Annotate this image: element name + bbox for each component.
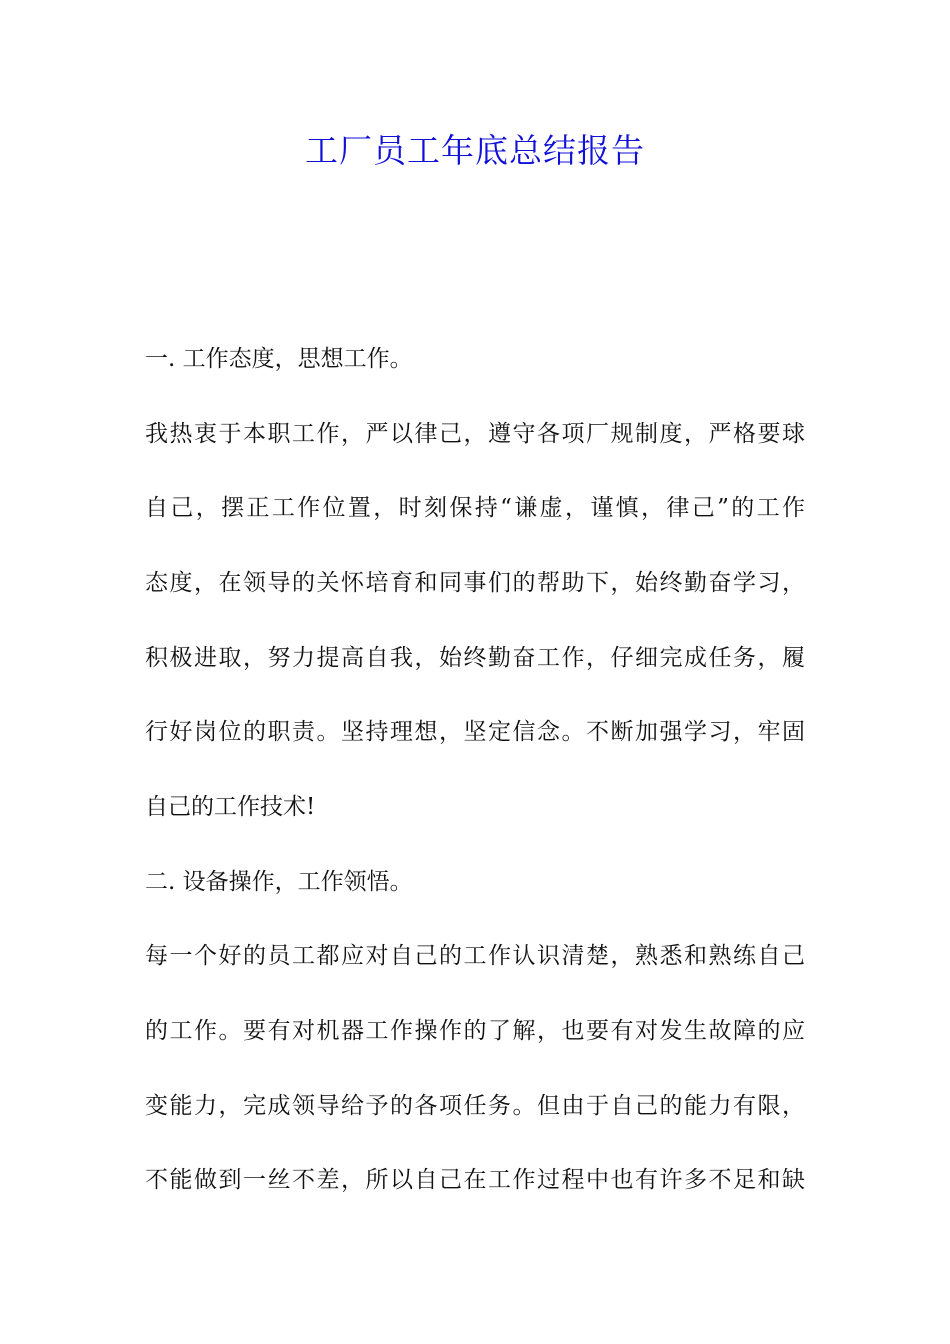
document-title: 工厂员工年底总结报告: [305, 131, 645, 170]
paragraph-line: 我热衷于本职工作，严以律己，遵守各项厂规制度，严格要球: [145, 421, 805, 447]
paragraph-line: 变能力，完成领导给予的各项任务。但由于自己的能力有限，: [145, 1093, 805, 1119]
paragraph-line: 自己的工作技术!: [145, 794, 316, 820]
paragraph-line: 态度，在领导的关怀培育和同事们的帮助下，始终勤奋学习，: [145, 570, 805, 596]
paragraph-line: 的工作。要有对机器工作操作的了解，也要有对发生故障的应: [145, 1018, 805, 1044]
section-heading-1: 一. 工作态度，思想工作。: [145, 346, 413, 372]
paragraph-line: 不能做到一丝不差，所以自己在工作过程中也有许多不足和缺: [145, 1167, 805, 1193]
paragraph-line: 每一个好的员工都应对自己的工作认识清楚，熟悉和熟练自己: [145, 943, 805, 969]
paragraph-line: 积极进取，努力提高自我，始终勤奋工作，仔细完成任务，履: [145, 645, 805, 671]
paragraph-line: 自己，摆正工作位置，时刻保持“谦虚，谨慎，律己”的工作: [145, 495, 805, 521]
paragraph-line: 行好岗位的职责。坚持理想，坚定信念。不断加强学习，牢固: [145, 719, 805, 745]
section-heading-2: 二. 设备操作，工作领悟。: [145, 869, 413, 895]
